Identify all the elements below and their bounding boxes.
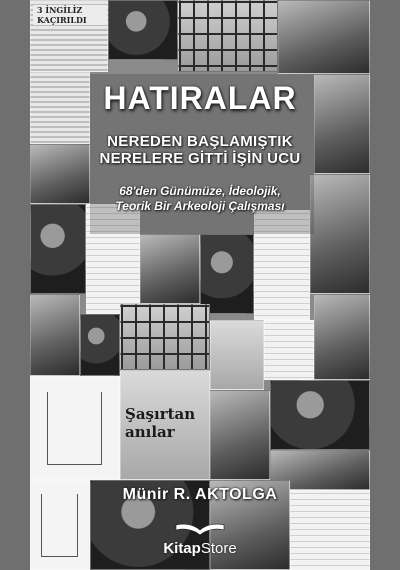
collage-photo (140, 234, 200, 304)
collage-headline: Şaşırtan anılar (125, 405, 196, 441)
collage-portrait (108, 0, 178, 60)
collage-photo (278, 0, 370, 74)
collage-class-photo (120, 304, 210, 370)
publisher-name-bold: Kitap (163, 540, 201, 557)
collage-photo (30, 294, 80, 376)
book-tagline-line1: 68'den Günümüze, İdeolojik, (119, 184, 281, 198)
collage-portrait (30, 204, 86, 294)
collage-document (264, 320, 314, 380)
collage-group-photo (314, 294, 370, 380)
collage-photo (200, 234, 254, 314)
book-subtitle-line2: NERELERE GİTTİ İŞİN UCU (99, 150, 301, 167)
book-cover (30, 0, 370, 570)
open-book-icon (173, 523, 227, 537)
collage-portrait (210, 390, 270, 480)
collage-group-photos (178, 0, 278, 72)
publisher-logo (30, 540, 370, 557)
collage-sketch (30, 376, 120, 480)
publisher-name-regular: Store (200, 540, 237, 557)
book-subtitle-line1: NEREDEN BAŞLAMIŞTIK (107, 133, 293, 150)
collage-portrait (80, 314, 120, 376)
book-title: HATIRALAR (103, 80, 297, 116)
collage-newspaper-clipping (30, 0, 108, 72)
collage-book-page (120, 370, 210, 480)
collage-photo (270, 380, 370, 450)
book-author: Münir R. AKTOLGA (122, 486, 278, 503)
book-tagline-line2: Teorik Bir Arkeoloji Çalışması (115, 199, 285, 213)
newspaper-headline: 3 İNGİLİZ KAÇIRILDI (33, 5, 107, 25)
collage-photo (210, 320, 264, 390)
